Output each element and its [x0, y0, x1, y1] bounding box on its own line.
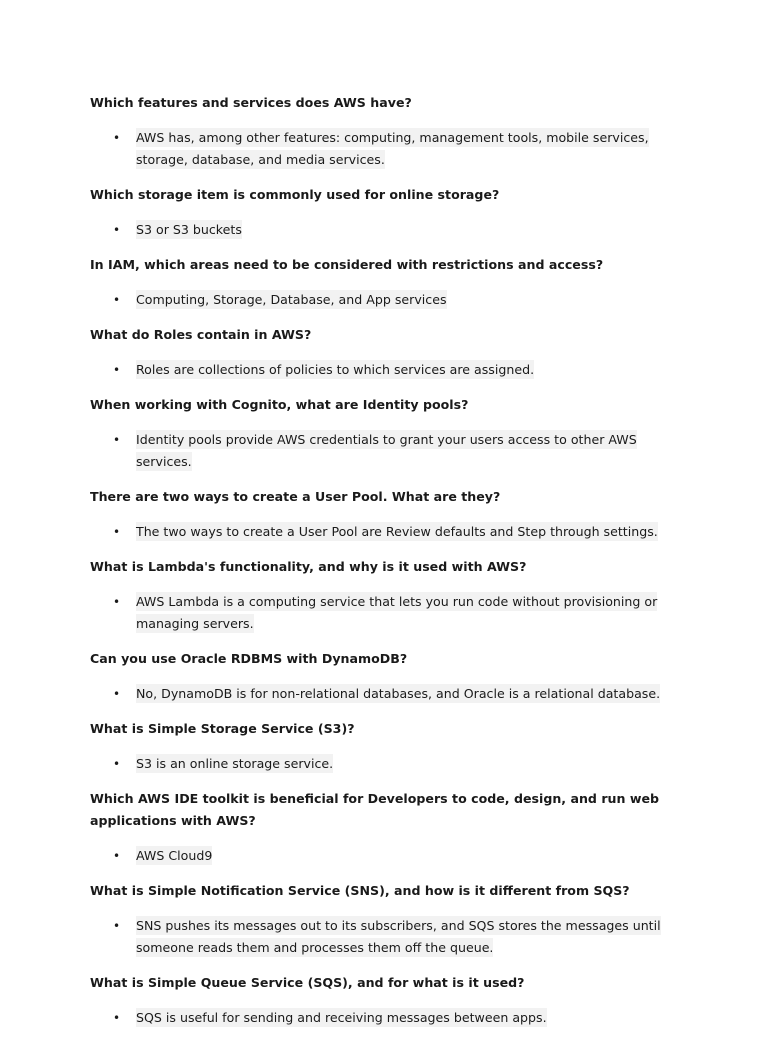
bullet-icon: •: [113, 433, 121, 447]
qa-item: [90, 184, 690, 241]
answer-list: [90, 915, 690, 959]
bullet-icon: •: [113, 757, 121, 771]
question-text: Which storage item is commonly used for online storage?: [90, 187, 500, 202]
answer-list: [90, 429, 690, 473]
answer-list: [90, 753, 690, 775]
qa-item: [90, 324, 690, 381]
answer-text: AWS Cloud9: [136, 848, 213, 863]
bullet-icon: •: [113, 525, 121, 539]
answer-text: Roles are collections of policies to which services are assigned.: [136, 362, 535, 377]
question-text: Which AWS IDE toolkit is beneficial for Developers to code, design, and run web applications with AWS?: [90, 791, 660, 828]
answer-item: [90, 845, 690, 867]
answer-list: [90, 289, 690, 311]
answer-list: [90, 127, 690, 171]
qa-item: [90, 254, 690, 311]
answer-list: [90, 845, 690, 867]
answer-item: [90, 219, 690, 241]
qa-item: [90, 788, 690, 867]
bullet-icon: •: [113, 363, 121, 377]
answer-text: AWS has, among other features: computing, management tools, mobile services, storage, database, and media services.: [136, 130, 649, 167]
question-text: What is Simple Storage Service (S3)?: [90, 721, 355, 736]
bullet-icon: •: [113, 293, 121, 307]
qa-item: [90, 394, 690, 473]
answer-list: [90, 1007, 690, 1029]
answer-item: [90, 359, 690, 381]
answer-item: [90, 289, 690, 311]
answer-list: [90, 359, 690, 381]
bullet-icon: •: [113, 223, 121, 237]
answer-text: AWS Lambda is a computing service that lets you run code without provisioning or managing servers.: [136, 594, 658, 631]
answer-text: No, DynamoDB is for non-relational databases, and Oracle is a relational database.: [136, 686, 661, 701]
answer-text: SNS pushes its messages out to its subscribers, and SQS stores the messages until someone reads them and processes them off the queue.: [136, 918, 661, 955]
qa-item: [90, 556, 690, 635]
bullet-icon: •: [113, 687, 121, 701]
qa-item: [90, 718, 690, 775]
answer-text: The two ways to create a User Pool are Review defaults and Step through settings.: [136, 524, 658, 539]
answer-item: [90, 683, 690, 705]
answer-text: SQS is useful for sending and receiving messages between apps.: [136, 1010, 547, 1025]
qa-item: [90, 880, 690, 959]
document-page: [90, 92, 690, 1042]
question-text: There are two ways to create a User Pool. What are they?: [90, 489, 501, 504]
question-text: What is Simple Queue Service (SQS), and for what is it used?: [90, 975, 525, 990]
answer-item: [90, 127, 690, 171]
bullet-icon: •: [113, 849, 121, 863]
answer-list: [90, 219, 690, 241]
question-text: What is Lambda's functionality, and why is it used with AWS?: [90, 559, 527, 574]
answer-list: [90, 591, 690, 635]
bullet-icon: •: [113, 1011, 121, 1025]
answer-item: [90, 429, 690, 473]
answer-list: [90, 683, 690, 705]
question-text: What is Simple Notification Service (SNS), and how is it different from SQS?: [90, 883, 630, 898]
answer-item: [90, 753, 690, 775]
answer-item: [90, 915, 690, 959]
bullet-icon: •: [113, 919, 121, 933]
qa-item: [90, 486, 690, 543]
question-text: What do Roles contain in AWS?: [90, 327, 312, 342]
answer-item: [90, 521, 690, 543]
bullet-icon: •: [113, 595, 121, 609]
answer-text: Identity pools provide AWS credentials to grant your users access to other AWS services.: [136, 432, 637, 469]
question-text: When working with Cognito, what are Identity pools?: [90, 397, 469, 412]
bullet-icon: •: [113, 131, 121, 145]
answer-list: [90, 521, 690, 543]
answer-text: S3 is an online storage service.: [136, 756, 334, 771]
qa-item: [90, 92, 690, 171]
qa-item: [90, 972, 690, 1029]
question-text: Which features and services does AWS have?: [90, 95, 412, 110]
answer-item: [90, 591, 690, 635]
answer-text: S3 or S3 buckets: [136, 222, 242, 237]
question-text: Can you use Oracle RDBMS with DynamoDB?: [90, 651, 408, 666]
qa-item: [90, 648, 690, 705]
answer-text: Computing, Storage, Database, and App services: [136, 292, 447, 307]
answer-item: [90, 1007, 690, 1029]
question-text: In IAM, which areas need to be considered with restrictions and access?: [90, 257, 604, 272]
